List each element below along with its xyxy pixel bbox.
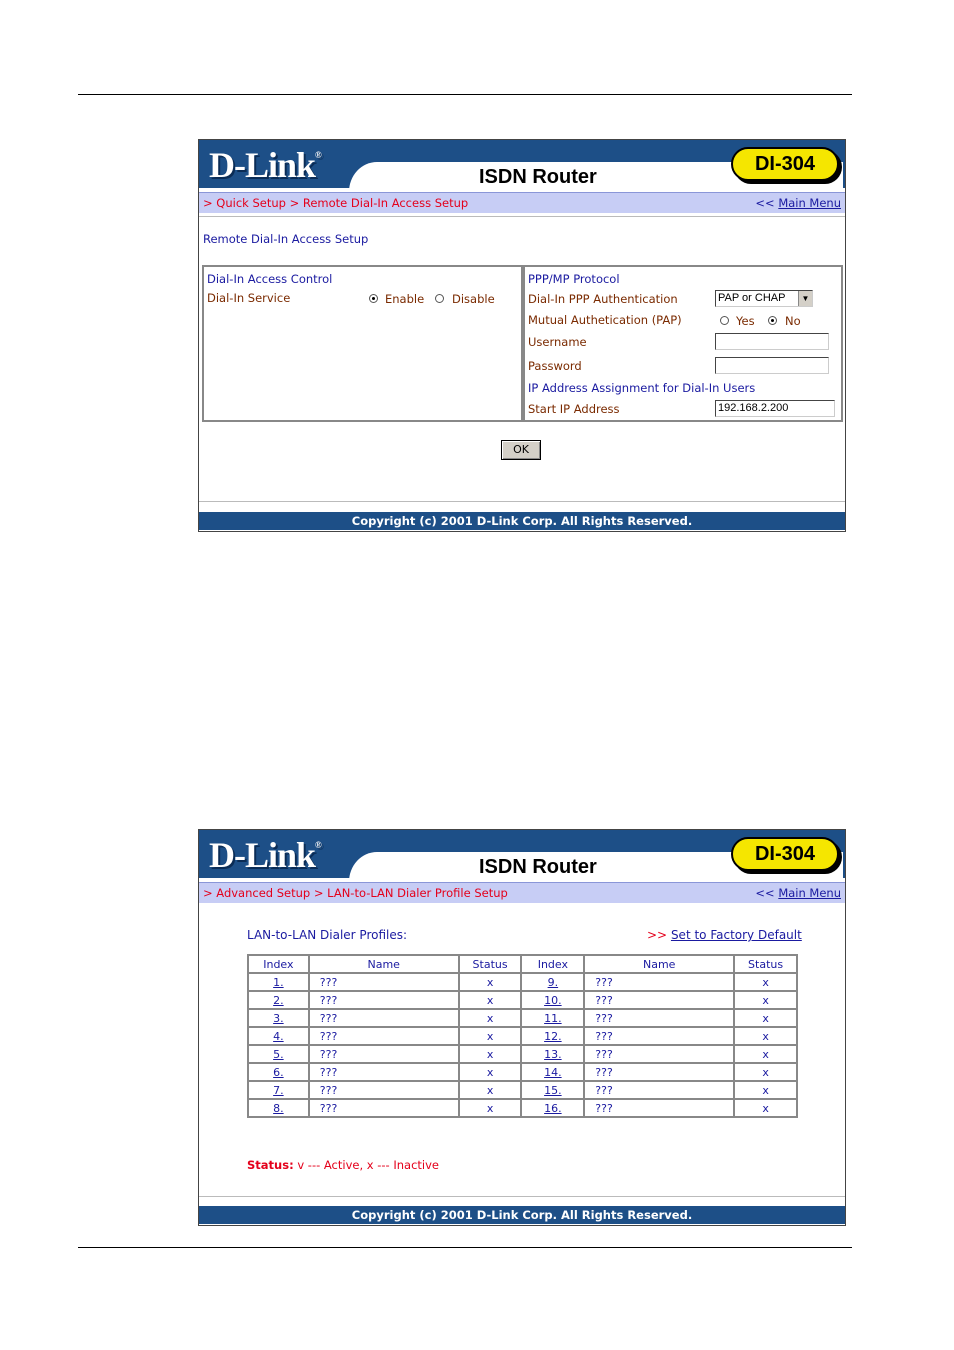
enable-label: Enable: [385, 292, 425, 306]
profile-name: ???: [584, 1009, 734, 1027]
profile-index-link[interactable]: 12.: [521, 1027, 584, 1045]
profile-name: ???: [584, 1099, 734, 1117]
profile-name: ???: [309, 1027, 459, 1045]
profile-index-link[interactable]: 10.: [521, 991, 584, 1009]
dialin-service-label: Dial-In Service: [207, 291, 291, 305]
yes-label: Yes: [736, 314, 755, 328]
product-title: ISDN Router: [479, 166, 597, 188]
profile-name: ???: [309, 1045, 459, 1063]
profile-status: x: [459, 991, 522, 1009]
product-title: ISDN Router: [479, 856, 597, 878]
profile-name: ???: [309, 973, 459, 991]
table-row: [248, 1027, 797, 1045]
auth-select[interactable]: PAP or CHAP ▼: [715, 290, 813, 307]
profile-status: x: [459, 1081, 522, 1099]
username-label: Username: [528, 335, 587, 349]
main-menu-link[interactable]: << Main Menu: [755, 196, 841, 210]
status-legend: Status: v --- Active, x --- Inactive: [247, 1158, 439, 1172]
profile-index-link[interactable]: 11.: [521, 1009, 584, 1027]
breadcrumb: > Quick Setup > Remote Dial-In Access Setup: [203, 196, 469, 210]
column-header: Index: [521, 955, 584, 973]
profile-name: ???: [309, 1063, 459, 1081]
profile-index-link[interactable]: 15.: [521, 1081, 584, 1099]
profile-index-link[interactable]: 8.: [248, 1099, 309, 1117]
banner: [199, 830, 845, 882]
profile-status: x: [734, 973, 797, 991]
dialin-access-control-panel: [202, 265, 523, 422]
table-row: [248, 1009, 797, 1027]
screenshot-remote-dialin: [198, 139, 846, 532]
profile-index-link[interactable]: 9.: [521, 973, 584, 991]
profile-status: x: [734, 1099, 797, 1117]
profile-index-link[interactable]: 6.: [248, 1063, 309, 1081]
profile-name: ???: [584, 991, 734, 1009]
column-header: Name: [584, 955, 734, 973]
ip-section-title: IP Address Assignment for Dial-In Users: [528, 381, 756, 395]
profile-name: ???: [309, 991, 459, 1009]
dialer-profiles-table: [247, 954, 798, 1118]
start-ip-input[interactable]: 192.168.2.200: [715, 400, 835, 417]
profile-status: x: [734, 1063, 797, 1081]
page-title: Remote Dial-In Access Setup: [203, 232, 369, 246]
profile-status: x: [734, 1081, 797, 1099]
main-menu-link[interactable]: << Main Menu: [755, 886, 841, 900]
profile-index-link[interactable]: 3.: [248, 1009, 309, 1027]
chevron-down-icon: ▼: [798, 291, 812, 306]
table-row: [248, 973, 797, 991]
profile-name: ???: [584, 1045, 734, 1063]
profile-index-link[interactable]: 5.: [248, 1045, 309, 1063]
profile-status: x: [734, 1009, 797, 1027]
auth-label: Dial-In PPP Authentication: [528, 292, 678, 306]
column-header: Name: [309, 955, 459, 973]
table-header-row: [248, 955, 797, 973]
column-header: Index: [248, 955, 309, 973]
start-ip-label: Start IP Address: [528, 402, 620, 416]
profile-index-link[interactable]: 7.: [248, 1081, 309, 1099]
profile-index-link[interactable]: 4.: [248, 1027, 309, 1045]
model-badge: DI-304: [731, 837, 839, 871]
profile-status: x: [459, 1099, 522, 1117]
table-row: [248, 1063, 797, 1081]
no-label: No: [785, 314, 801, 328]
password-label: Password: [528, 359, 582, 373]
profile-name: ???: [584, 973, 734, 991]
profile-name: ???: [309, 1099, 459, 1117]
table-row: [248, 991, 797, 1009]
profile-status: x: [459, 973, 522, 991]
section-title: Dial-In Access Control: [207, 272, 333, 286]
table-row: [248, 1099, 797, 1117]
profile-name: ???: [309, 1081, 459, 1099]
dlink-logo: D-Link®: [209, 835, 321, 875]
enable-radio[interactable]: [369, 294, 378, 303]
disable-label: Disable: [452, 292, 495, 306]
profile-index-link[interactable]: 1.: [248, 973, 309, 991]
profile-name: ???: [584, 1027, 734, 1045]
profile-index-link[interactable]: 2.: [248, 991, 309, 1009]
ppp-mp-protocol-panel: [523, 265, 843, 422]
dlink-logo: D-Link®: [209, 145, 321, 185]
profile-name: ???: [584, 1063, 734, 1081]
profile-index-link[interactable]: 14.: [521, 1063, 584, 1081]
profile-name: ???: [309, 1009, 459, 1027]
profile-name: ???: [584, 1081, 734, 1099]
footer-copyright: Copyright (c) 2001 D-Link Corp. All Rights Reserved.: [199, 1206, 845, 1224]
profile-status: x: [459, 1063, 522, 1081]
page-title: LAN-to-LAN Dialer Profiles:: [247, 928, 408, 942]
profile-index-link[interactable]: 13.: [521, 1045, 584, 1063]
screenshot-lan-to-lan: [198, 829, 846, 1226]
footer-copyright: Copyright (c) 2001 D-Link Corp. All Rights Reserved.: [199, 512, 845, 530]
table-row: [248, 1045, 797, 1063]
column-header: Status: [734, 955, 797, 973]
breadcrumb-bar: [199, 882, 845, 903]
profile-index-link[interactable]: 16.: [521, 1099, 584, 1117]
section-title: PPP/MP Protocol: [528, 272, 620, 286]
page-bottom-rule: [78, 1247, 852, 1248]
password-input[interactable]: [715, 357, 829, 374]
profile-status: x: [459, 1009, 522, 1027]
mutual-no-radio[interactable]: [768, 316, 777, 325]
banner: [199, 140, 845, 192]
profile-status: x: [734, 1027, 797, 1045]
ok-button[interactable]: OK: [501, 440, 541, 460]
model-badge: DI-304: [731, 147, 839, 181]
profile-status: x: [459, 1027, 522, 1045]
username-input[interactable]: [715, 333, 829, 350]
breadcrumb: > Advanced Setup > LAN-to-LAN Dialer Profile Setup: [203, 886, 508, 900]
page-top-rule: [78, 94, 852, 95]
profile-status: x: [459, 1045, 522, 1063]
disable-radio[interactable]: [435, 294, 444, 303]
profile-status: x: [734, 1045, 797, 1063]
table-row: [248, 1081, 797, 1099]
mutual-auth-label: Mutual Authetication (PAP): [528, 313, 682, 327]
mutual-yes-radio[interactable]: [720, 316, 729, 325]
factory-default-link[interactable]: >> Set to Factory Default: [647, 928, 802, 942]
breadcrumb-bar: [199, 192, 845, 213]
column-header: Status: [459, 955, 522, 973]
profile-status: x: [734, 991, 797, 1009]
